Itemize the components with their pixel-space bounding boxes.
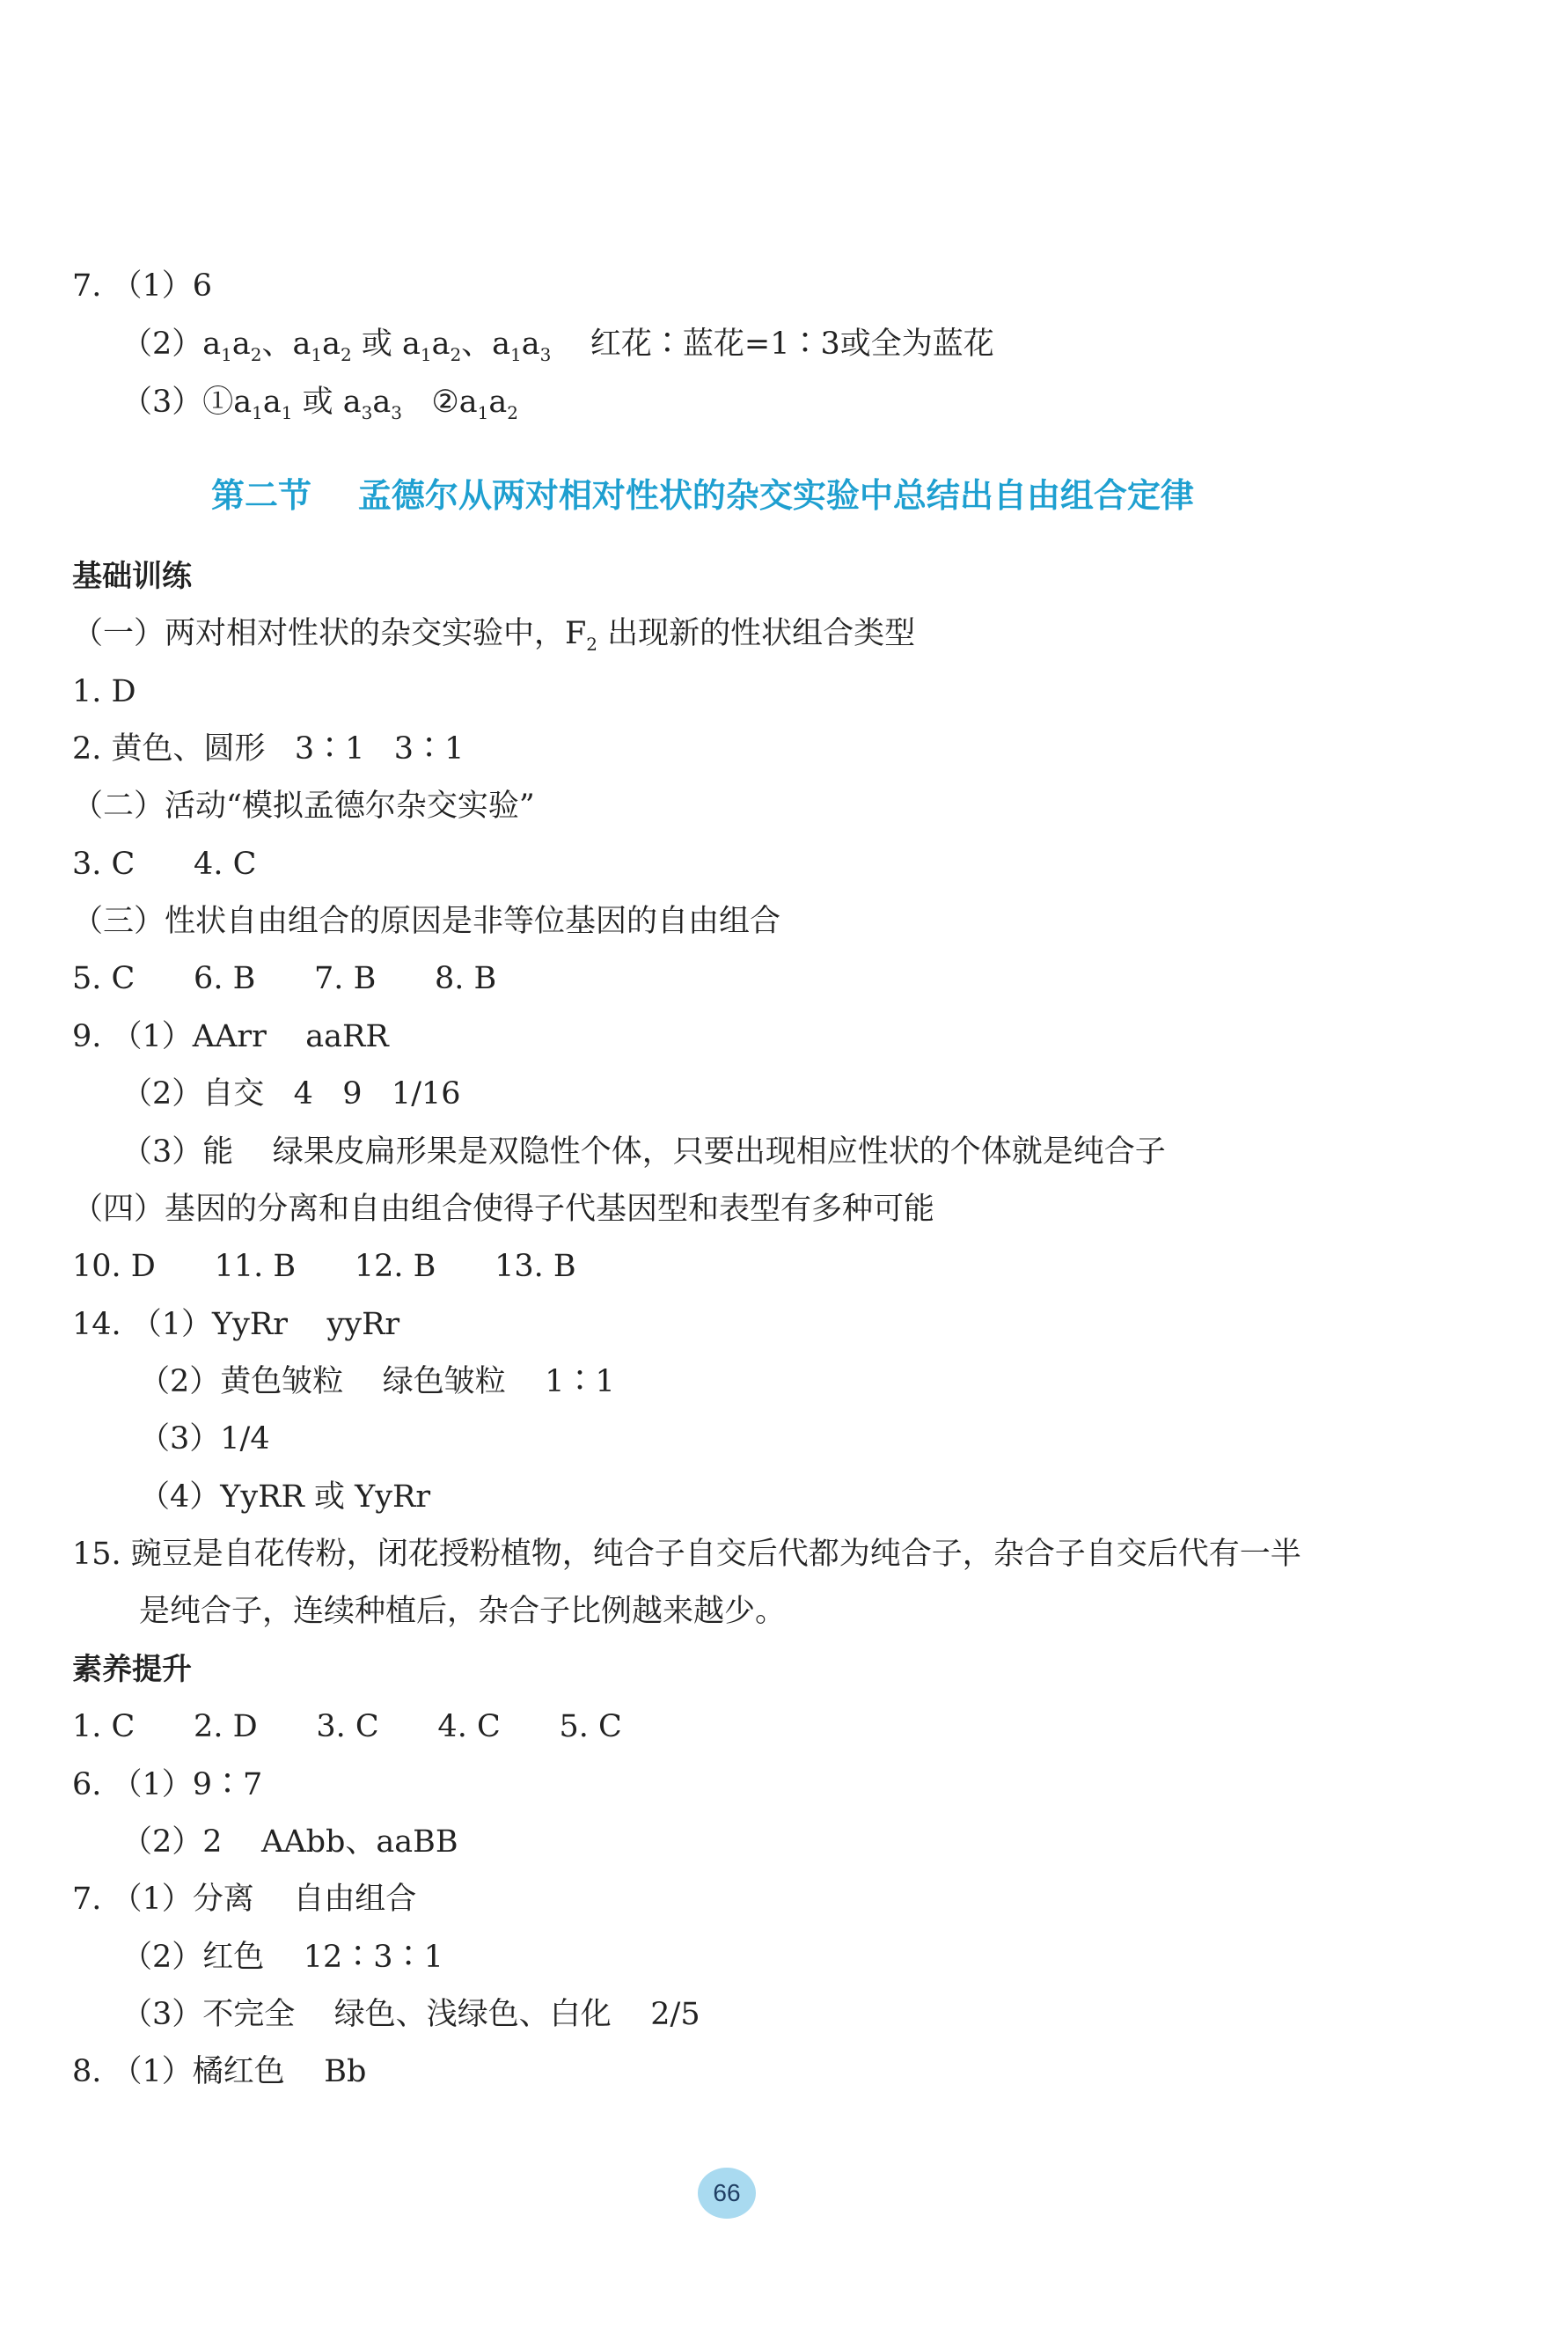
answer-line: 1. C 2. D 3. C 4. C 5. C	[72, 1709, 622, 1744]
heading-advanced: 素养提升	[72, 1652, 192, 1687]
section-title: 第二节 孟德尔从两对相对性状的杂交实验中总结出自由组合定律	[211, 476, 1194, 515]
answer-line: （3）1/4	[139, 1421, 270, 1457]
answer-line: 5. C 6. B 7. B 8. B	[72, 961, 497, 996]
answer-line: 9. （1）AArr aaRR	[72, 1019, 389, 1054]
answer-line: 1. D	[72, 674, 136, 709]
answer-line: （4）YyRR 或 YyRr	[139, 1479, 431, 1515]
answer-line: $(3)①a_1a_1$ 或 $a_3a_3$ $②a_1a_2$	[121, 385, 518, 423]
answer-line: 15. 豌豆是自花传粉，闭花授粉植物，纯合子自交后代都为纯合子，杂合子自交后代有一半	[72, 1537, 1301, 1572]
subsection-heading: （三）性状自由组合的原因是非等位基因的自由组合	[72, 904, 781, 939]
answer-line: 2. 黄色、圆形 3∶1 3∶1	[72, 731, 465, 767]
answer-line: 7. （1）6	[72, 268, 213, 304]
answer-line: （2）黄色皱粒 绿色皱粒 1∶1	[139, 1364, 615, 1399]
subsection-heading: （四）基因的分离和自由组合使得子代基因型和表型有多种可能	[72, 1192, 935, 1227]
answer-line: 是纯合子，连续种植后，杂合子比例越来越少。	[139, 1594, 787, 1629]
answer-line: （2）自交 4 9 1/16	[121, 1076, 461, 1112]
answer-line: $(2)a_1a_2$、$a_1a_2$ 或 $a_1a_2$、$a_1a_3$ 红花∶蓝花=1∶3或全为蓝花	[121, 327, 994, 365]
answer-line: （3）能 绿果皮扁形果是双隐性个体，只要出现相应性状的个体就是纯合子	[121, 1134, 1166, 1170]
answer-line: 10. D 11. B 12. B 13. B	[72, 1249, 576, 1284]
answer-line: （3）不完全 绿色、浅绿色、白化 2/5	[121, 1997, 700, 2032]
answer-line: （2）红色 12∶3∶1	[121, 1940, 443, 1975]
subsection-heading: （一）两对相对性状的杂交实验中，$F_2$ 出现新的性状组合类型	[72, 616, 916, 655]
answer-line: 7. （1）分离 自由组合	[72, 1882, 417, 1917]
page-number: 66	[698, 2168, 756, 2219]
answer-line: 3. C 4. C	[72, 847, 257, 882]
answer-line: 14. （1）YyRr yyRr	[72, 1307, 400, 1342]
answer-line: 8. （1）橘红色 Bb	[72, 2054, 367, 2089]
subsection-heading: （二）活动“模拟孟德尔杂交实验”	[72, 789, 535, 824]
heading-basic: 基础训练	[72, 559, 192, 594]
answer-line: （2）2 AAbb、aaBB	[121, 1824, 458, 1860]
answer-line: 6. （1）9∶7	[72, 1767, 263, 1802]
